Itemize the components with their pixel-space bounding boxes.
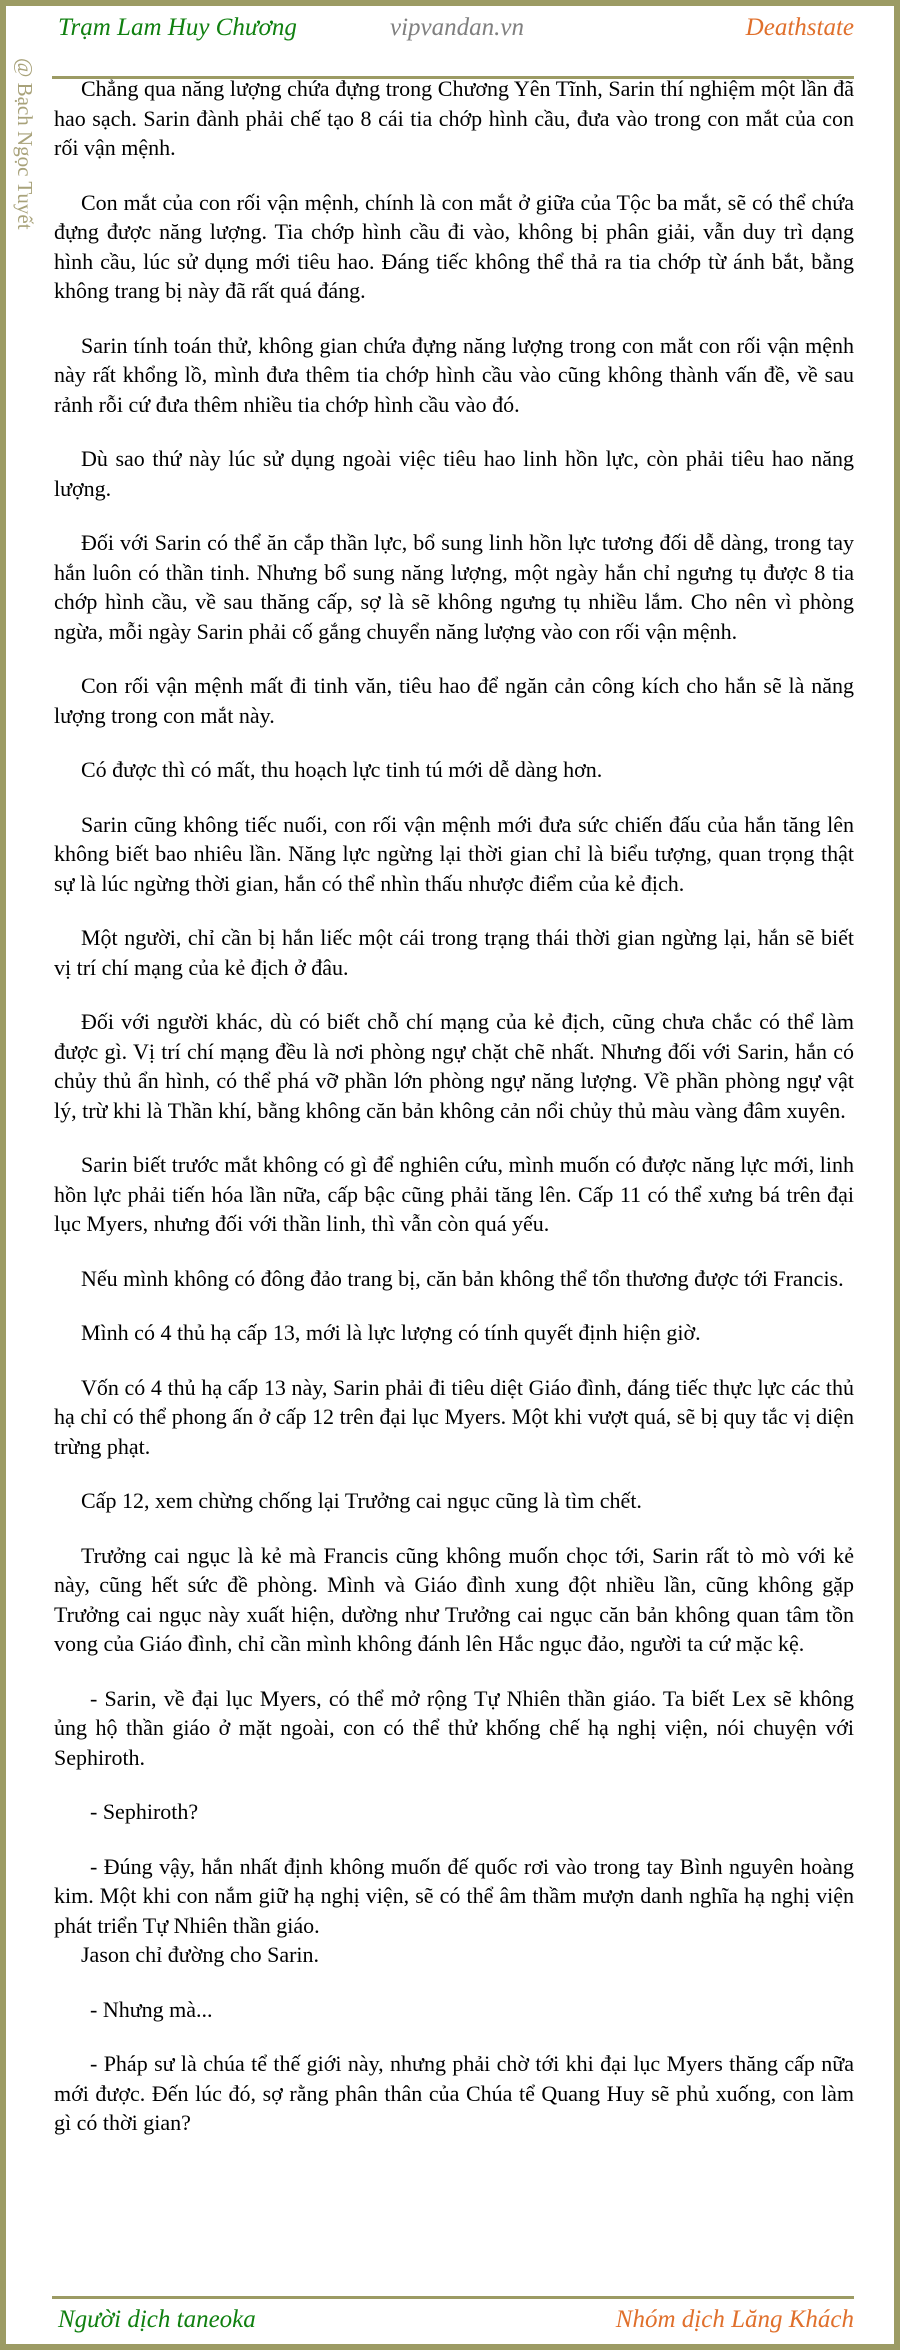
- narration-line: Jason chỉ đường cho Sarin.: [81, 1942, 320, 1967]
- side-watermark-text: @ Bạch Ngọc Tuyết: [13, 58, 37, 230]
- paragraph: Sarin biết trước mắt không có gì để nghiên cứu, mình muốn có được năng lực mới, linh hồn lực phải tiến hóa lần nữa, cấp bậc cũng phải tăng lên. Cấp 11 có thể xưng bá trên đại lục Myers, nhưng đối với thần linh, thì vẫn còn quá yếu.: [54, 1152, 854, 1236]
- footer-divider: [52, 2296, 854, 2299]
- paragraph: Đối với Sarin có thể ăn cắp thần lực, bổ sung linh hồn lực tương đối dễ dàng, trong tay hắn luôn có thần tinh. Nhưng bổ sung năng lượng, một ngày hắn chỉ ngưng tụ được 8 tia chớp hình cầu, về sau thăng cấp, sợ là sẽ không ngưng tụ nhiều lắm. Cho nên vì phòng ngừa, mỗi ngày Sarin phải cố gắng chuyển năng lượng vào con rối vận mệnh.: [54, 530, 854, 644]
- dialogue-text: - Đúng vậy, hắn nhất định không muốn đế quốc rơi vào trong tay Bình nguyên hoàng kim. Một khi con nắm giữ hạ nghị viện, sẽ có thể âm thầm mượn danh nghĩa hạ nghị viện phát triển Tự Nhiên thần giáo.: [54, 1853, 854, 1938]
- footer-translator: Người dịch taneoka: [58, 2306, 256, 2333]
- paragraph: Con rối vận mệnh mất đi tinh văn, tiêu hao để ngăn cản công kích cho hắn sẽ là năng lượng trong con mắt này.: [54, 673, 854, 728]
- page-footer: [54, 2306, 854, 2340]
- paragraph: Cấp 12, xem chừng chống lại Trưởng cai ngục cũng là tìm chết.: [81, 1488, 642, 1513]
- paragraph: Dù sao thứ này lúc sử dụng ngoài việc tiêu hao linh hồn lực, còn phải tiêu hao năng lượng.: [54, 446, 854, 501]
- paragraph: Sarin tính toán thử, không gian chứa đựng năng lượng trong con mắt con rối vận mệnh này rất khổng lồ, mình đưa thêm tia chớp hình cầu vào cũng không thành vấn đề, về sau rảnh rỗi cứ đưa thêm nhiều tia chớp hình cầu vào đó.: [54, 332, 854, 417]
- dialogue-paragraph: - Sarin, về đại lục Myers, có thể mở rộng Tự Nhiên thần giáo. Ta biết Lex sẽ không ủng hộ thần giáo ở mặt ngoài, con có thể thử khống chế hạ nghị viện, nói chuyện với Sephiroth.: [54, 1685, 854, 1770]
- dialogue-paragraph: - Pháp sư là chúa tể thế giới này, nhưng phải chờ tới khi đại lục Myers thăng cấp nữa mới được. Đến lúc đó, sợ rằng phân thân của Chúa tể Quang Huy sẽ phủ xuống, con làm gì có thời gian?: [54, 2051, 854, 2135]
- paragraph: Mình có 4 thủ hạ cấp 13, mới là lực lượng có tính quyết định hiện giờ.: [81, 1320, 701, 1345]
- dialogue-paragraph: [54, 1852, 854, 1970]
- page-header: [54, 14, 854, 48]
- dialogue-paragraph: - Sephiroth?: [90, 1799, 199, 1824]
- paragraph: Chẳng qua năng lượng chứa đựng trong Chương Yên Tĩnh, Sarin thí nghiệm một lần đã hao sạch. Sarin đành phải chế tạo 8 cái tia chớp hình cầu, đưa vào trong con mắt của con rối vận mệnh.: [54, 76, 854, 160]
- footer-translation-group: Nhóm dịch Lăng Khách: [615, 2306, 854, 2333]
- paragraph: Vốn có 4 thủ hạ cấp 13 này, Sarin phải đi tiêu diệt Giáo đình, đáng tiếc thực lực các thủ hạ chỉ có thể phong ấn ở cấp 12 trên đại lục Myers. Một khi vượt quá, sẽ bị quy tắc vị diện trừng phạt.: [54, 1374, 854, 1459]
- dialogue-paragraph: - Nhưng mà...: [90, 1996, 213, 2022]
- header-book-title: Trạm Lam Huy Chương: [58, 14, 297, 41]
- chapter-text: [54, 74, 854, 2163]
- paragraph: Một người, chỉ cần bị hắn liếc một cái trong trạng thái thời gian ngừng lại, hắn sẽ biết vị trí chí mạng của kẻ địch ở đâu.: [54, 925, 854, 980]
- header-site-name: vipvandan.vn: [390, 14, 524, 41]
- paragraph: Nếu mình không có đông đảo trang bị, căn bản không thể tổn thương được tới Francis.: [81, 1265, 844, 1291]
- paragraph: Sarin cũng không tiếc nuối, con rối vận mệnh mới đưa sức chiến đấu của hắn tăng lên không biết bao nhiêu lần. Năng lực ngừng lại thời gian chỉ là biểu tượng, quan trọng thật sự là lúc ngừng thời gian, hắn có thể nhìn thấu nhược điểm của kẻ địch.: [54, 811, 854, 896]
- side-watermark: [9, 58, 39, 268]
- paragraph: Con mắt của con rối vận mệnh, chính là con mắt ở giữa của Tộc ba mắt, sẽ có thể chứa đựng được năng lượng. Tia chớp hình cầu đi vào, không bị phân giải, vẫn duy trì dạng hình cầu, lúc sử dụng mới tiêu hao. Đáng tiếc không thể thả ra tia chớp từ ánh bắt, bằng không trang bị này đã rất quá đáng.: [54, 189, 854, 303]
- page: [6, 6, 894, 2344]
- paragraph: Trưởng cai ngục là kẻ mà Francis cũng không muốn chọc tới, Sarin rất tò mò với kẻ này, cũng hết sức đề phòng. Mình và Giáo đình xung đột nhiều lần, cũng không gặp Trưởng cai ngục này xuất hiện, dường như Trưởng cai ngục căn bản không quan tâm tồn vong của Giáo đình, chỉ cần mình không đánh lên Hắc ngục đảo, người ta cứ mặc kệ.: [54, 1542, 854, 1656]
- header-author: Deathstate: [745, 14, 854, 41]
- paragraph: Có được thì có mất, thu hoạch lực tinh tú mới dễ dàng hơn.: [81, 757, 603, 782]
- paragraph: Đối với người khác, dù có biết chỗ chí mạng của kẻ địch, cũng chưa chắc có thể làm được gì. Vị trí chí mạng đều là nơi phòng ngự chặt chẽ nhất. Nhưng đối với Sarin, hắn có chủy thủ ẩn hình, có thể phá vỡ phần lớn phòng ngự năng lượng. Về phần phòng ngự vật lý, trừ khi là Thần khí, bằng không căn bản không cản nổi chủy thủ màu vàng đâm xuyên.: [54, 1009, 854, 1123]
